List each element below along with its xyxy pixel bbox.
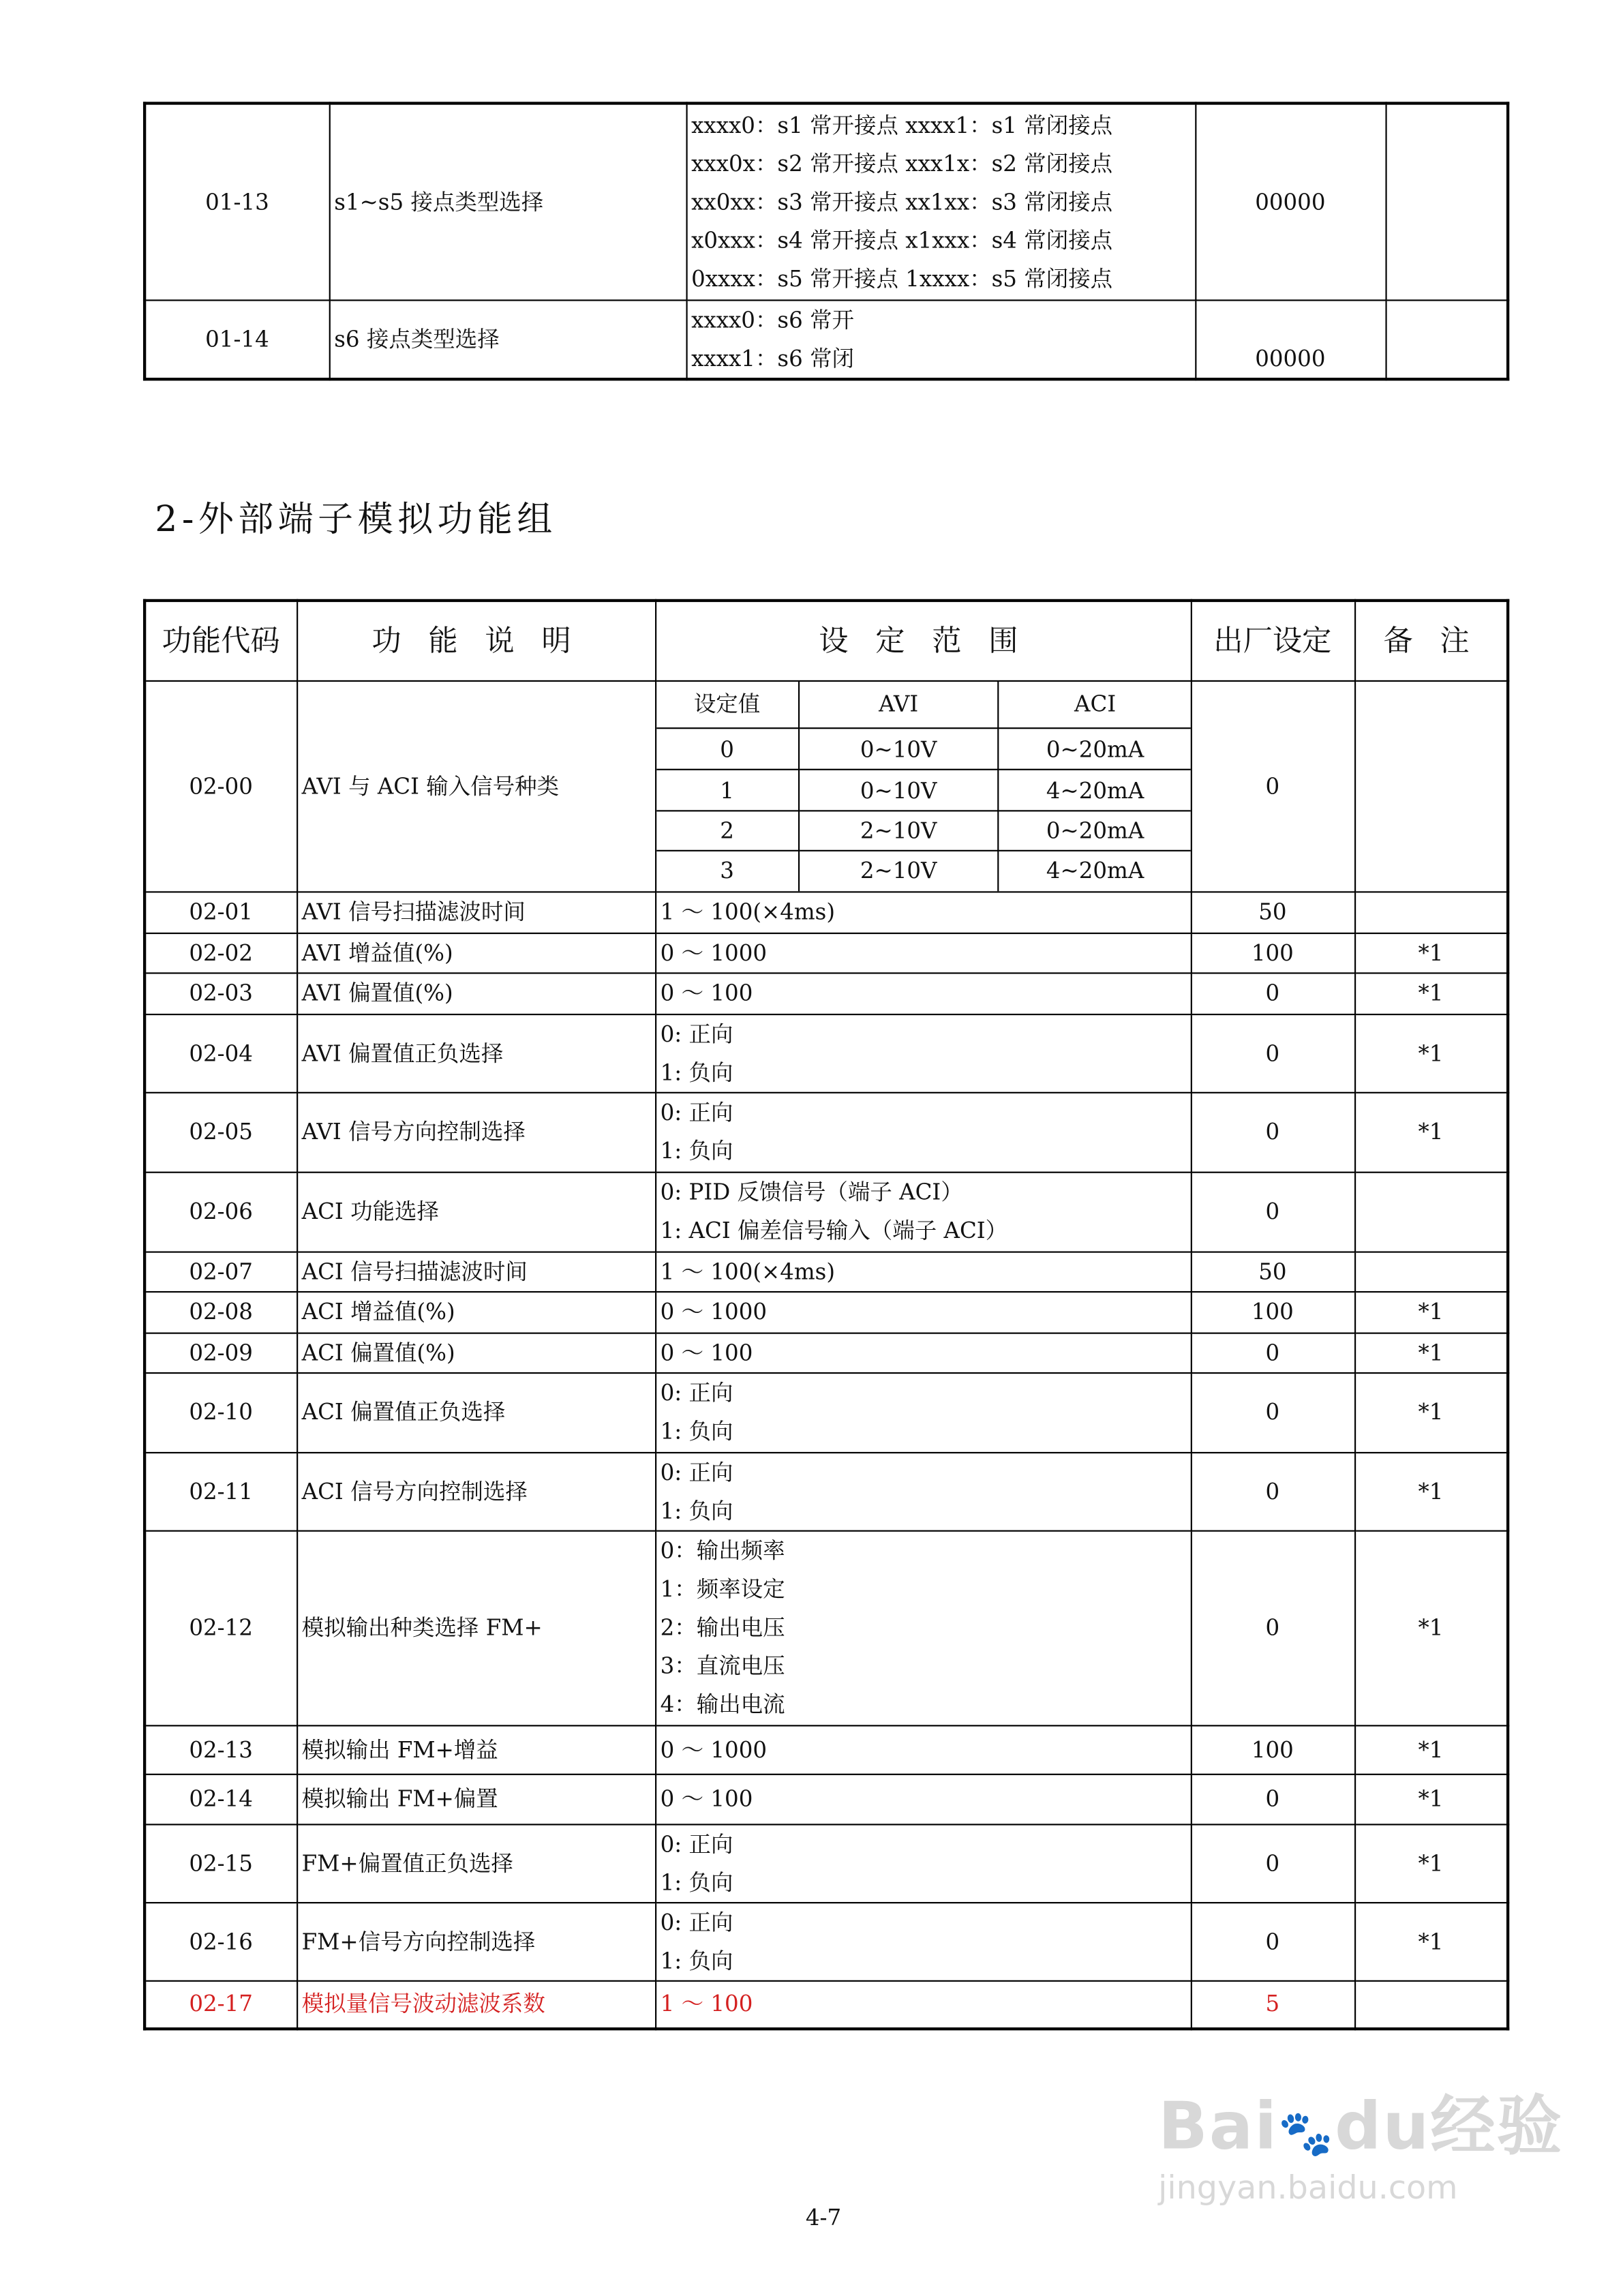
param-desc: 模拟输出种类选择 FM+ xyxy=(297,1530,655,1725)
range-line: xx0xx：s3 常开接点 xx1xx：s3 常闭接点 xyxy=(691,188,1113,215)
param-desc: ACI 信号方向控制选择 xyxy=(297,1452,655,1530)
page-number: 4-7 xyxy=(805,2204,842,2231)
param-code: 02-12 xyxy=(145,1530,297,1725)
table-row xyxy=(145,1774,1508,1824)
param-default: 100 xyxy=(1191,1291,1354,1333)
subtable-header xyxy=(656,681,1191,728)
table-row xyxy=(145,891,1508,933)
range-line: 2：输出电压 xyxy=(660,1614,785,1641)
range-line: 0 ～ 1000 xyxy=(660,939,768,966)
param-desc: AVI 偏置值(%) xyxy=(297,972,655,1014)
header-range: 设 定 范 围 xyxy=(655,601,1191,680)
table-row xyxy=(145,972,1508,1014)
param-note: *1 xyxy=(1354,1092,1508,1172)
param-code: 02-00 xyxy=(145,680,297,892)
subtable-cell: 3 xyxy=(656,851,799,890)
param-note xyxy=(1354,891,1508,933)
subtable-cell: 0~10V xyxy=(799,770,998,811)
param-desc: 模拟量信号波动滤波系数 xyxy=(297,1980,655,2029)
param-code: 02-07 xyxy=(145,1251,297,1290)
param-default: 0 xyxy=(1191,972,1354,1014)
param-default: 0 xyxy=(1191,1530,1354,1725)
param-note: *1 xyxy=(1354,1774,1508,1824)
table-row xyxy=(145,1530,1508,1725)
param-desc: 模拟输出 FM+增益 xyxy=(297,1725,655,1773)
range-line: 0 ～ 100 xyxy=(660,1785,753,1813)
param-desc: AVI 增益值(%) xyxy=(297,933,655,972)
subtable-cell: 0 xyxy=(656,728,799,770)
range-line: xxxx0：s6 常开 xyxy=(691,306,855,333)
param-range xyxy=(655,1980,1191,2029)
range-line: xxxx1：s6 常闭 xyxy=(691,344,855,372)
param-code: 02-11 xyxy=(145,1452,297,1530)
param-range xyxy=(686,104,1195,300)
range-line: xxx0x：s2 常开接点 xxx1x：s2 常闭接点 xyxy=(691,150,1113,177)
subtable-cell: 0~20mA xyxy=(998,728,1190,770)
subtable-cell: 1 xyxy=(656,770,799,811)
param-default: 100 xyxy=(1191,1725,1354,1773)
param-note: *1 xyxy=(1354,933,1508,972)
param-desc: ACI 信号扫描滤波时间 xyxy=(297,1251,655,1290)
param-note: *1 xyxy=(1354,1902,1508,1980)
table-row xyxy=(145,1092,1508,1172)
range-line: 0: 正向 xyxy=(660,1099,733,1126)
table-row xyxy=(145,1980,1508,2029)
param-range xyxy=(655,1172,1191,1252)
param-default: 00000 xyxy=(1195,104,1385,300)
param-default: 00000 xyxy=(1195,299,1385,378)
range-line: 1: 负向 xyxy=(660,1418,733,1445)
subtable-cell: 0~20mA xyxy=(998,811,1190,850)
range-line: 1：频率设定 xyxy=(660,1575,785,1603)
subtable-cell: 2 xyxy=(656,811,799,850)
param-note: *1 xyxy=(1354,1530,1508,1725)
param-code: 02-14 xyxy=(145,1774,297,1824)
range-line: 1 ～ 100(×4ms) xyxy=(660,898,836,926)
param-range xyxy=(655,1372,1191,1452)
param-desc: 模拟输出 FM+偏置 xyxy=(297,1774,655,1824)
param-code: 02-09 xyxy=(145,1333,297,1372)
range-line: 0: 正向 xyxy=(660,1020,733,1047)
param-default: 100 xyxy=(1191,933,1354,972)
param-range xyxy=(655,1824,1191,1902)
param-note xyxy=(1354,680,1508,892)
param-code: 02-01 xyxy=(145,891,297,933)
range-line: 1: 负向 xyxy=(660,1496,733,1524)
param-range xyxy=(655,933,1191,972)
table-row xyxy=(145,1291,1508,1333)
param-code: 02-02 xyxy=(145,933,297,972)
range-line: 1: 负向 xyxy=(660,1947,733,1974)
param-code: 02-13 xyxy=(145,1725,297,1773)
param-note xyxy=(1354,1980,1508,2029)
param-range xyxy=(655,1452,1191,1530)
param-range xyxy=(655,1725,1191,1773)
table-row xyxy=(145,104,1508,300)
param-code: 02-05 xyxy=(145,1092,297,1172)
param-default: 5 xyxy=(1191,1980,1354,2029)
param-note: *1 xyxy=(1354,1725,1508,1773)
table-row xyxy=(145,1014,1508,1092)
param-desc: FM+偏置值正负选择 xyxy=(297,1824,655,1902)
param-default: 0 xyxy=(1191,1774,1354,1824)
param-note: *1 xyxy=(1354,1452,1508,1530)
param-default: 0 xyxy=(1191,1172,1354,1252)
param-code: 02-16 xyxy=(145,1902,297,1980)
table-row xyxy=(145,1172,1508,1252)
range-line: xxxx0：s1 常开接点 xxxx1：s1 常闭接点 xyxy=(691,111,1113,138)
param-code: 02-04 xyxy=(145,1014,297,1092)
range-line: 0: 正向 xyxy=(660,1908,733,1935)
param-note: *1 xyxy=(1354,1824,1508,1902)
range-line: x0xxx：s4 常开接点 x1xxx：s4 常闭接点 xyxy=(691,226,1113,254)
header-row xyxy=(145,601,1508,680)
param-note: *1 xyxy=(1354,1014,1508,1092)
header-code: 功能代码 xyxy=(145,601,297,680)
sub-header-avi: AVI xyxy=(799,681,998,728)
table-row xyxy=(145,1902,1508,1980)
param-default: 0 xyxy=(1191,1333,1354,1372)
param-desc: s6 接点类型选择 xyxy=(329,299,686,378)
param-range xyxy=(655,680,1191,892)
range-line: 4：输出电流 xyxy=(660,1691,785,1718)
param-code: 02-03 xyxy=(145,972,297,1014)
param-desc: AVI 信号扫描滤波时间 xyxy=(297,891,655,933)
param-default: 50 xyxy=(1191,1251,1354,1290)
param-note: *1 xyxy=(1354,1372,1508,1452)
range-line: 0：输出频率 xyxy=(660,1537,785,1565)
param-note xyxy=(1354,1251,1508,1290)
param-range xyxy=(686,299,1195,378)
sub-header-aci: ACI xyxy=(998,681,1190,728)
range-line: 0xxxx：s5 常开接点 1xxxx：s5 常闭接点 xyxy=(691,265,1113,292)
parameter-table-02 xyxy=(143,599,1509,2031)
param-range xyxy=(655,1902,1191,1980)
param-range xyxy=(655,1291,1191,1333)
param-code: 02-17 xyxy=(145,1980,297,2029)
subtable-row xyxy=(656,770,1191,811)
param-default: 0 xyxy=(1191,1452,1354,1530)
param-default: 0 xyxy=(1191,1372,1354,1452)
table-row xyxy=(145,299,1508,378)
subtable-cell: 2~10V xyxy=(799,851,998,890)
table-row xyxy=(145,680,1508,892)
signal-type-subtable xyxy=(656,681,1191,890)
section-title: 2-外部端子模拟功能组 xyxy=(155,498,557,541)
param-desc: s1~s5 接点类型选择 xyxy=(329,104,686,300)
param-desc: AVI 与 ACI 输入信号种类 xyxy=(297,680,655,892)
param-range xyxy=(655,1092,1191,1172)
table-row xyxy=(145,1372,1508,1452)
param-default: 0 xyxy=(1191,1902,1354,1980)
subtable-row xyxy=(656,851,1191,890)
param-desc: ACI 功能选择 xyxy=(297,1172,655,1252)
range-line: 0: 正向 xyxy=(660,1379,733,1406)
param-desc: ACI 增益值(%) xyxy=(297,1291,655,1333)
range-line: 0 ～ 1000 xyxy=(660,1736,768,1763)
param-range xyxy=(655,1774,1191,1824)
param-default: 0 xyxy=(1191,1824,1354,1902)
range-line: 0 ～ 1000 xyxy=(660,1298,768,1325)
range-line: 1 ～ 100(×4ms) xyxy=(660,1258,836,1285)
param-code: 02-06 xyxy=(145,1172,297,1252)
param-note: *1 xyxy=(1354,972,1508,1014)
param-code: 01-13 xyxy=(145,104,329,300)
table-row xyxy=(145,1251,1508,1290)
param-note xyxy=(1385,299,1508,378)
header-note: 备 注 xyxy=(1354,601,1508,680)
param-desc: ACI 偏置值(%) xyxy=(297,1333,655,1372)
param-range xyxy=(655,1333,1191,1372)
param-code: 02-15 xyxy=(145,1824,297,1902)
param-code: 02-10 xyxy=(145,1372,297,1452)
range-line: 1: 负向 xyxy=(660,1059,733,1085)
subtable-cell: 0~10V xyxy=(799,728,998,770)
param-code: 02-08 xyxy=(145,1291,297,1333)
header-default: 出厂设定 xyxy=(1191,601,1354,680)
sub-header-setting: 设定值 xyxy=(656,681,799,728)
param-desc: AVI 偏置值正负选择 xyxy=(297,1014,655,1092)
param-range xyxy=(655,1251,1191,1290)
param-note xyxy=(1354,1172,1508,1252)
param-desc: FM+信号方向控制选择 xyxy=(297,1902,655,1980)
param-range xyxy=(655,1014,1191,1092)
param-note xyxy=(1385,104,1508,300)
param-default: 0 xyxy=(1191,1092,1354,1172)
subtable-row xyxy=(656,811,1191,850)
range-line: 1: 负向 xyxy=(660,1137,733,1164)
table-row xyxy=(145,1452,1508,1530)
param-range xyxy=(655,1530,1191,1725)
param-range xyxy=(655,972,1191,1014)
table-row xyxy=(145,933,1508,972)
param-default: 0 xyxy=(1191,1014,1354,1092)
range-line: 0: 正向 xyxy=(660,1830,733,1858)
subtable-row xyxy=(656,728,1191,770)
param-default: 0 xyxy=(1191,680,1354,892)
range-line: 0: PID 反馈信号（端子 ACI） xyxy=(660,1179,963,1206)
range-line: 0 ～ 100 xyxy=(660,980,753,1007)
param-range xyxy=(655,891,1191,933)
parameter-table-01 xyxy=(143,102,1509,380)
param-code: 01-14 xyxy=(145,299,329,378)
header-desc: 功 能 说 明 xyxy=(297,601,655,680)
subtable-cell: 4~20mA xyxy=(998,770,1190,811)
range-line: 3：直流电压 xyxy=(660,1652,785,1680)
table-row xyxy=(145,1725,1508,1773)
range-line: 0: 正向 xyxy=(660,1458,733,1485)
subtable-cell: 4~20mA xyxy=(998,851,1190,890)
param-note: *1 xyxy=(1354,1333,1508,1372)
subtable-cell: 2~10V xyxy=(799,811,998,850)
param-desc: ACI 偏置值正负选择 xyxy=(297,1372,655,1452)
param-desc: AVI 信号方向控制选择 xyxy=(297,1092,655,1172)
table-row xyxy=(145,1824,1508,1902)
baidu-watermark-logo: Bai🐾du经验 jingyan.baidu.com xyxy=(1158,2089,1564,2208)
range-line: 1 ～ 100 xyxy=(660,1991,753,2018)
table-row xyxy=(145,1333,1508,1372)
param-note: *1 xyxy=(1354,1291,1508,1333)
param-default: 50 xyxy=(1191,891,1354,933)
range-line: 1: 负向 xyxy=(660,1869,733,1896)
range-line: 0 ～ 100 xyxy=(660,1339,753,1366)
range-line: 1: ACI 偏差信号输入（端子 ACI） xyxy=(660,1217,1008,1244)
